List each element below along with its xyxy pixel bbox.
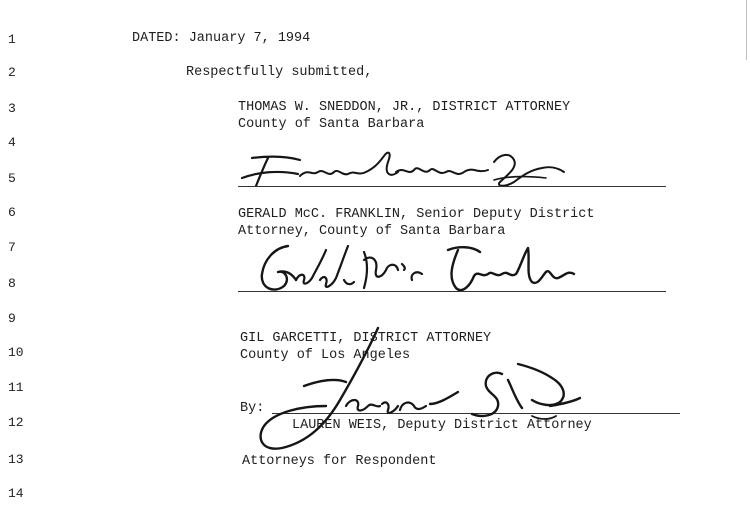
- franklin-title: GERALD McC. FRANKLIN, Senior Deputy District: [238, 207, 595, 222]
- line-number: 4: [8, 135, 16, 150]
- franklin-signature-line: [238, 291, 666, 292]
- closing-line: Respectfully submitted,: [186, 65, 373, 80]
- line-number: 14: [8, 486, 24, 501]
- line-number: 5: [8, 171, 16, 186]
- line-number: 1: [8, 32, 16, 47]
- sneddon-county: County of Santa Barbara: [238, 117, 425, 132]
- garcetti-title: GIL GARCETTI, DISTRICT ATTORNEY: [240, 331, 492, 346]
- sneddon-signature-line: [238, 186, 666, 187]
- line-number: 6: [8, 205, 16, 220]
- line-number: 8: [8, 276, 16, 291]
- attorneys-for-line: Attorneys for Respondent: [242, 454, 437, 469]
- weis-caption: LAUREN WEIS, Deputy District Attorney: [292, 418, 592, 433]
- line-number: 2: [8, 65, 16, 80]
- line-number: 11: [8, 380, 24, 395]
- line-number: 13: [8, 452, 24, 467]
- sneddon-signature: [238, 146, 568, 196]
- line-number: 10: [8, 345, 24, 360]
- line-number: 12: [8, 415, 24, 430]
- line-number: 9: [8, 311, 16, 326]
- garcetti-county: County of Los Angeles: [240, 348, 411, 363]
- page-edge-line: [746, 0, 747, 60]
- dated-line: DATED: January 7, 1994: [132, 31, 311, 46]
- by-label: By:: [240, 401, 265, 416]
- line-number: 3: [8, 101, 16, 116]
- sneddon-title: THOMAS W. SNEDDON, JR., DISTRICT ATTORNEY: [238, 100, 571, 115]
- line-number: 7: [8, 240, 16, 255]
- weis-signature: [250, 320, 590, 460]
- franklin-county: Attorney, County of Santa Barbara: [238, 224, 506, 239]
